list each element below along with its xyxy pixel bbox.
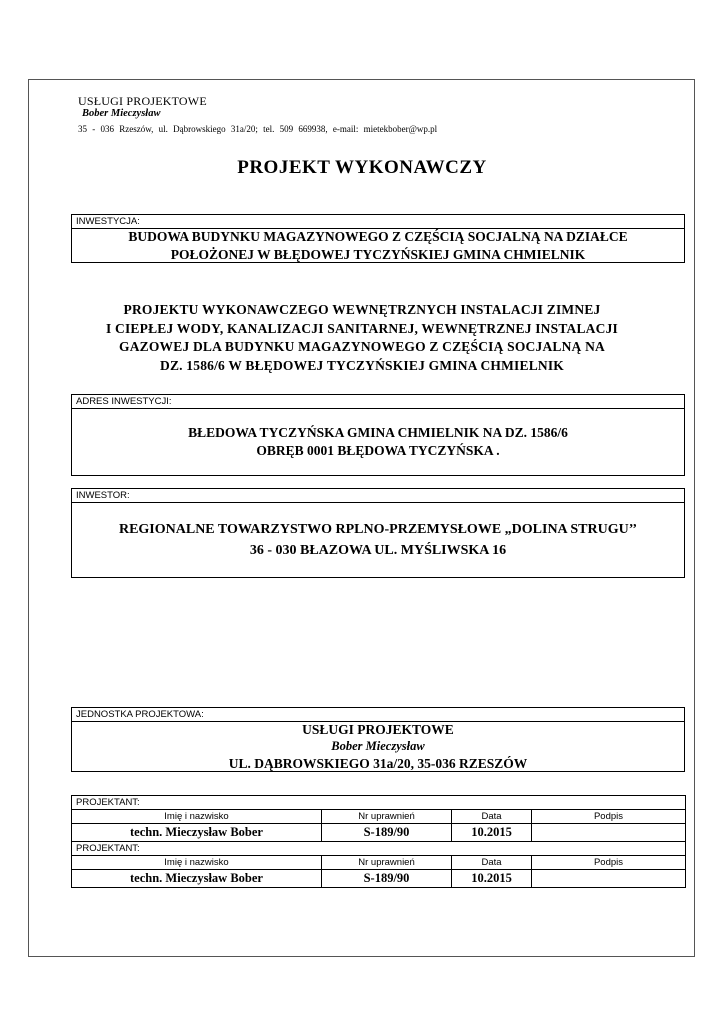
- scope-line-3: GAZOWEJ DLA BUDYNKU MAGAZYNOWEGO Z CZĘŚCIĄ SOCJALNĄ NA: [119, 339, 605, 354]
- designer-name: techn. Mieczysław Bober: [72, 870, 322, 888]
- designer-name: techn. Mieczysław Bober: [72, 824, 322, 842]
- investor-box: [71, 502, 685, 578]
- designer-signature: [532, 870, 686, 888]
- design-unit-line-3: UL. DĄBROWSKIEGO 31a/20, 35-036 RZESZÓW: [228, 755, 528, 771]
- investor-line-2: 36 - 030 BŁAZOWA UL. MYŚLIWSKA 16: [249, 543, 507, 558]
- designer-header-row: [72, 856, 686, 870]
- designers-table: [71, 795, 686, 888]
- company-contact: 35 - 036 Rzeszów, ul. Dąbrowskiego 31a/20; tel. 509 669938, e-mail: mietekbober@wp.pl: [78, 124, 438, 134]
- document-title: PROJEKT WYKONAWCZY: [237, 157, 487, 178]
- address-line-2: OBRĘB 0001 BŁĘDOWA TYCZYŃSKA .: [256, 443, 500, 458]
- header-license: Nr uprawnień: [322, 810, 452, 824]
- address-line-1: BŁEDOWA TYCZYŃSKA GMINA CHMIELNIK NA DZ. 1586/6: [188, 425, 568, 441]
- designer-row: [72, 824, 686, 842]
- investment-label: INWESTYCJA:: [71, 214, 685, 228]
- scope-line-1: PROJEKTU WYKONAWCZEGO WEWNĘTRZNYCH INSTALACJI ZIMNEJ: [123, 302, 601, 317]
- design-unit-line-2: Bober Mieczysław: [331, 739, 425, 754]
- header-name: Imię i nazwisko: [72, 810, 322, 824]
- designer-license: S-189/90: [322, 870, 452, 888]
- company-name: USŁUGI PROJEKTOWE: [78, 94, 207, 108]
- investment-line-2: POŁOŻONEJ W BŁĘDOWEJ TYCZYŃSKIEJ GMINA CHMIELNIK: [170, 246, 586, 262]
- header-date: Data: [452, 810, 532, 824]
- designer-label-row: [72, 842, 686, 856]
- designer-label: PROJEKTANT:: [72, 842, 686, 856]
- scope-line-2: I CIEPŁEJ WODY, KANALIZACJI SANITARNEJ, WEWNĘTRZNEJ INSTALACJI: [105, 320, 618, 336]
- address-label: ADRES INWESTYCJI:: [71, 394, 685, 408]
- design-unit-box: [71, 721, 685, 772]
- investor-label: INWESTOR:: [71, 488, 685, 502]
- header-signature: Podpis: [532, 810, 686, 824]
- designer-header-row: [72, 810, 686, 824]
- investor-line-1: REGIONALNE TOWARZYSTWO RPLNO-PRZEMYSŁOWE „DOLINA STRUGU’’: [118, 522, 638, 537]
- investment-box: [71, 228, 685, 263]
- designer-date: 10.2015: [452, 870, 532, 888]
- scope-line-4: DZ. 1586/6 W BŁĘDOWEJ TYCZYŃSKIEJ GMINA CHMIELNIK: [160, 357, 564, 373]
- design-unit-label: JEDNOSTKA PROJEKTOWA:: [71, 707, 685, 721]
- design-unit-line-1: USŁUGI PROJEKTOWE: [302, 721, 454, 737]
- investment-line-1: BUDOWA BUDYNKU MAGAZYNOWEGO Z CZĘŚCIĄ SOCJALNĄ NA DZIAŁCE: [128, 228, 628, 244]
- header-signature: Podpis: [532, 856, 686, 870]
- header-license: Nr uprawnień: [322, 856, 452, 870]
- header-name: Imię i nazwisko: [72, 856, 322, 870]
- designer-label: PROJEKTANT:: [72, 796, 686, 810]
- scope-description: [0, 301, 724, 375]
- designer-signature: [532, 824, 686, 842]
- designer-date: 10.2015: [452, 824, 532, 842]
- address-box: [71, 408, 685, 476]
- designer-row: [72, 870, 686, 888]
- designer-license: S-189/90: [322, 824, 452, 842]
- designer-label-row: [72, 796, 686, 810]
- header-date: Data: [452, 856, 532, 870]
- company-person: Bober Mieczysław: [82, 108, 161, 119]
